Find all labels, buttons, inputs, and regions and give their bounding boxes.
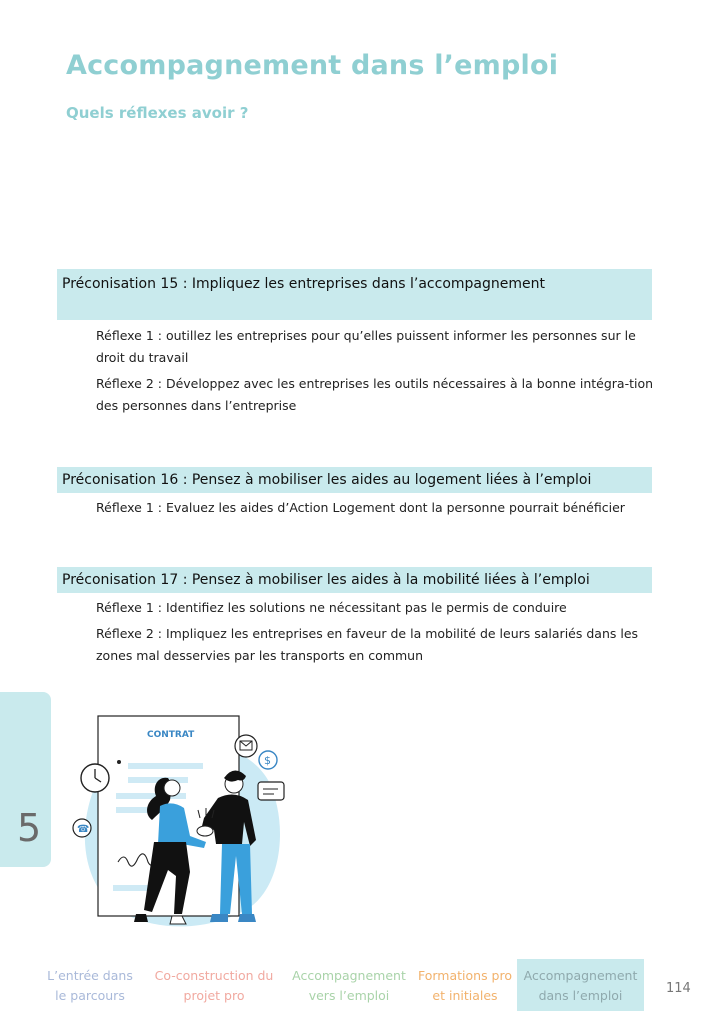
footer-nav-label-line1: Formations pro bbox=[417, 968, 513, 983]
handshake-contract-illustration bbox=[68, 710, 293, 932]
footer-nav-vers-emploi[interactable] bbox=[288, 966, 410, 1006]
footer-nav-label-line2: dans l’emploi bbox=[538, 988, 623, 1003]
footer-nav-label-line2: vers l’emploi bbox=[308, 988, 390, 1003]
preconisation-17-title: Préconisation 17 : Pensez à mobiliser les aides à la mobilité liées à l’emploi bbox=[62, 572, 590, 588]
footer-nav-entree[interactable] bbox=[42, 966, 138, 1006]
footer-nav-label-line1: Accompagnement bbox=[523, 968, 638, 983]
footer-nav-formations[interactable] bbox=[412, 966, 518, 1006]
footer-nav-label-line2: projet pro bbox=[183, 988, 245, 1003]
page-title: Accompagnement dans l’emploi bbox=[66, 50, 559, 81]
page-subtitle: Quels réflexes avoir ? bbox=[66, 104, 249, 122]
preconisation-15-title: Préconisation 15 : Impliquez les entreprises dans l’accompagnement bbox=[62, 276, 545, 292]
contract-label: CONTRAT bbox=[147, 730, 195, 740]
footer-nav-co-construction[interactable] bbox=[148, 966, 280, 1006]
preconisation-16-title: Préconisation 16 : Pensez à mobiliser les aides au logement liées à l’emploi bbox=[62, 472, 592, 488]
preconisation-17-reflexe-2: Réflexe 2 : Impliquez les entreprises en faveur de la mobilité de leurs salariés dans les zones mal desservies par les transports en commun bbox=[96, 626, 639, 663]
footer-nav-label-line1: Accompagnement bbox=[292, 968, 406, 983]
footer-nav-dans-emploi[interactable] bbox=[517, 966, 644, 1006]
footer-nav-label-line1: L’entrée dans bbox=[47, 968, 133, 983]
svg-text:$: $ bbox=[264, 754, 271, 767]
preconisation-15-reflexe-1: Réflexe 1 : outillez les entreprises pour qu’elles puissent informer les personnes sur le droit du travail bbox=[96, 328, 636, 365]
preconisation-16-reflexe-1: Réflexe 1 : Evaluez les aides d’Action Logement dont la personne pourrait bénéficier bbox=[96, 500, 625, 515]
footer-nav-label-line2: le parcours bbox=[55, 988, 125, 1003]
page-number: 114 bbox=[666, 981, 691, 996]
preconisation-15-reflexe-2: Réflexe 2 : Développez avec les entreprises les outils nécessaires à la bonne intégra-tion des personnes dans l’entreprise bbox=[96, 376, 654, 413]
preconisation-17-reflexe-1: Réflexe 1 : Identifiez les solutions ne nécessitant pas le permis de conduire bbox=[96, 600, 567, 615]
chapter-number: 5 bbox=[17, 806, 42, 850]
svg-text:☎: ☎ bbox=[77, 824, 90, 835]
footer-nav-label-line2: et initiales bbox=[432, 988, 498, 1003]
footer-nav-label-line1: Co-construction du bbox=[154, 968, 274, 983]
